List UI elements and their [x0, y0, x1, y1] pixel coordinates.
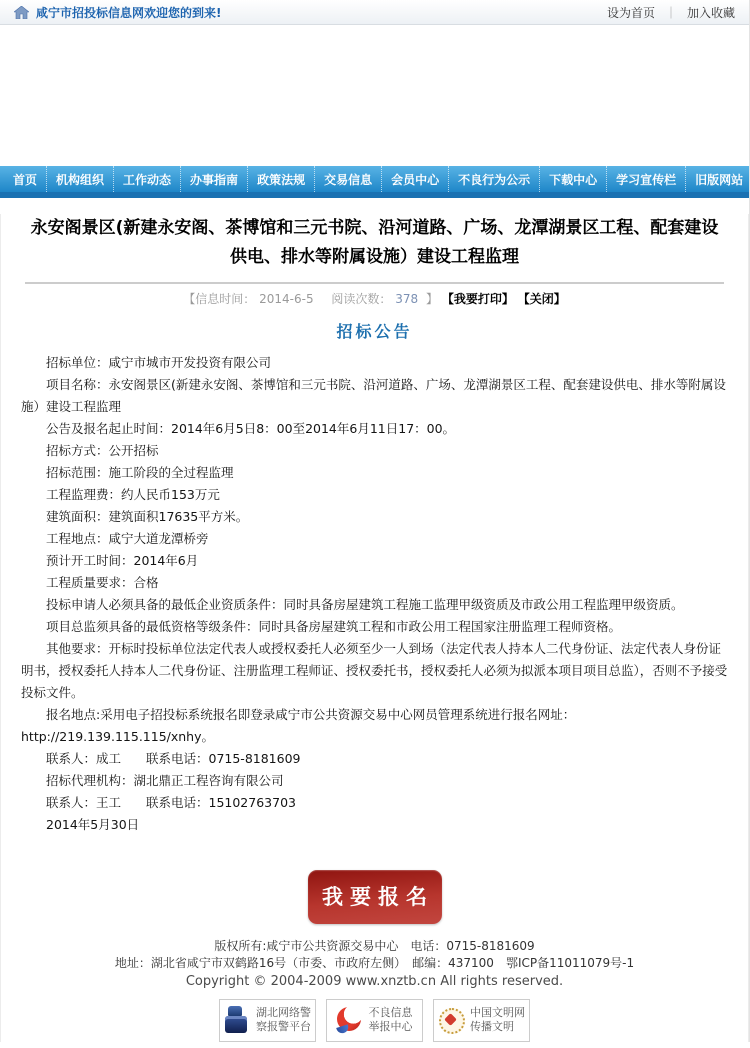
- notice-paragraph: 公告及报名起止时间：2014年6月5日8：00至2014年6月11日17：00。: [46, 420, 456, 436]
- nav-item[interactable]: 机构组织: [46, 166, 113, 192]
- views-label: 阅读次数：: [331, 291, 392, 306]
- badge-icon: [438, 1006, 464, 1034]
- content-area: [0, 214, 749, 1042]
- footer-badge[interactable]: [433, 999, 530, 1042]
- info-bracket-close: 】: [426, 291, 439, 306]
- print-button[interactable]: 【我要打印】: [441, 291, 514, 306]
- notice-paragraph: 招标范围：施工阶段的全过程监理: [46, 464, 234, 480]
- badge-label: 湖北网络警 察报警平台: [256, 1006, 311, 1034]
- badge-label: 不良信息 举报中心: [368, 1006, 413, 1034]
- title-divider: [25, 282, 724, 284]
- nav-item[interactable]: 办事指南: [180, 166, 247, 192]
- nav-item[interactable]: 学习宣传栏: [606, 166, 685, 192]
- copyright-line-2: 地址：湖北省咸宁市双鹤路16号（市委、市政府左侧） 邮编：437100 鄂ICP备11011079号-1: [114, 955, 635, 970]
- nav-item[interactable]: 政策法规: [247, 166, 314, 192]
- notice-paragraph: 联系人：王工 联系电话：15102763703: [46, 794, 296, 810]
- page-footer: [1, 938, 748, 990]
- nav-item[interactable]: 首页: [13, 172, 38, 187]
- notice-paragraph: 报名地点:采用电子招投标系统报名即登录咸宁市公共资源交易中心网员管理系统进行报名网址：: [46, 706, 576, 722]
- views-count: 378: [395, 291, 419, 306]
- notice-paragraph: 招标方式：公开招标: [46, 442, 159, 458]
- home-icon: [14, 6, 29, 19]
- notice-paragraph: 项目名称：永安阁景区(新建永安阁、茶博馆和三元书院、沿河道路、广场、龙潭湖景区工程、配套建设供电、排水等附属设施）建设工程监理: [21, 376, 726, 414]
- article-title: 永安阁景区(新建永安阁、茶博馆和三元书院、沿河道路、广场、龙潭湖景区工程、配套建设供电、排水等附属设施）建设工程监理: [30, 218, 719, 267]
- nav-item[interactable]: 不良行为公示: [448, 166, 539, 192]
- notice-paragraph: 预计开工时间：2014年6月: [46, 552, 199, 568]
- notice-paragraph: 建筑面积：建筑面积17635平方米。: [46, 508, 249, 524]
- main-nav: [0, 166, 749, 192]
- notice-paragraph: 2014年5月30日: [46, 816, 140, 832]
- nav-item[interactable]: 会员中心: [381, 166, 448, 192]
- notice-paragraph: 招标代理机构：湖北鼎正工程咨询有限公司: [46, 772, 284, 788]
- nav-item[interactable]: 工作动态: [113, 166, 180, 192]
- notice-paragraph: 招标单位：咸宁市城市开发投资有限公司: [46, 354, 272, 370]
- info-time-value: 2014-6-5: [259, 291, 314, 306]
- notice-paragraph: 工程监理费：约人民币153万元: [46, 486, 220, 502]
- footer-badges: [1, 999, 748, 1042]
- info-time-label: 【信息时间：: [183, 291, 256, 306]
- badge-label: 中国文明网 传播文明: [470, 1006, 525, 1034]
- notice-paragraph: 投标申请人必须具备的最低企业资质条件：同时具备房屋建筑工程施工监理甲级资质及市政公用工程监理甲级资质。: [46, 596, 684, 612]
- nav-item[interactable]: 旧版网站: [685, 166, 750, 192]
- welcome-text: 咸宁市招投标信息网欢迎您的到来!: [36, 5, 222, 20]
- notice-paragraph: 联系人：成工 联系电话：0715-8181609: [46, 750, 301, 766]
- site-welcome: [14, 4, 221, 21]
- copyright-line-1: 版权所有:咸宁市公共资源交易中心 电话：0715-8181609: [214, 938, 535, 953]
- nav-item[interactable]: 交易信息: [314, 166, 381, 192]
- close-button[interactable]: 【关闭】: [517, 291, 566, 306]
- footer-badge[interactable]: [326, 999, 423, 1042]
- signup-button[interactable]: 我要报名: [308, 870, 442, 924]
- topbar-separator: ｜: [664, 5, 677, 20]
- notice-paragraph: 其他要求：开标时投标单位法定代表人或授权委托人必须至少一人到场（法定代表人持本人二代身份证、法定代表人身份证明书，授权委托人持本人二代身份证、注册监理工程师证、授权委托书，授权委托人必须为拟派本项目项目总监），否则不予接受投标文件。: [21, 640, 728, 700]
- copyright-line-3: Copyright © 2004-2009 www.xnztb.cn All rights reserved.: [185, 973, 564, 989]
- site-banner-placeholder: [0, 25, 749, 166]
- nav-bottom-strip: [0, 192, 749, 198]
- signup-button-area: [1, 870, 748, 924]
- set-home-link[interactable]: 设为首页: [606, 5, 655, 20]
- footer-badge[interactable]: [219, 999, 316, 1042]
- badge-icon: [224, 1006, 250, 1034]
- badge-icon: [337, 1006, 363, 1034]
- nav-item[interactable]: 下载中心: [539, 166, 606, 192]
- notice-paragraph: 工程质量要求：合格: [46, 574, 159, 590]
- notice-body: [1, 352, 748, 836]
- notice-heading: 招标公告: [336, 321, 413, 341]
- top-utility-bar: [0, 0, 749, 25]
- notice-paragraph: 项目总监须具备的最低资格等级条件：同时具备房屋建筑工程和市政公用工程国家注册监理工程师资格。: [46, 618, 622, 634]
- article-info-line: [1, 290, 748, 307]
- notice-paragraph: http://219.139.115.115/xnhy。: [21, 728, 214, 744]
- add-favorite-link[interactable]: 加入收藏: [686, 5, 735, 20]
- notice-paragraph: 工程地点：咸宁大道龙潭桥旁: [46, 530, 209, 546]
